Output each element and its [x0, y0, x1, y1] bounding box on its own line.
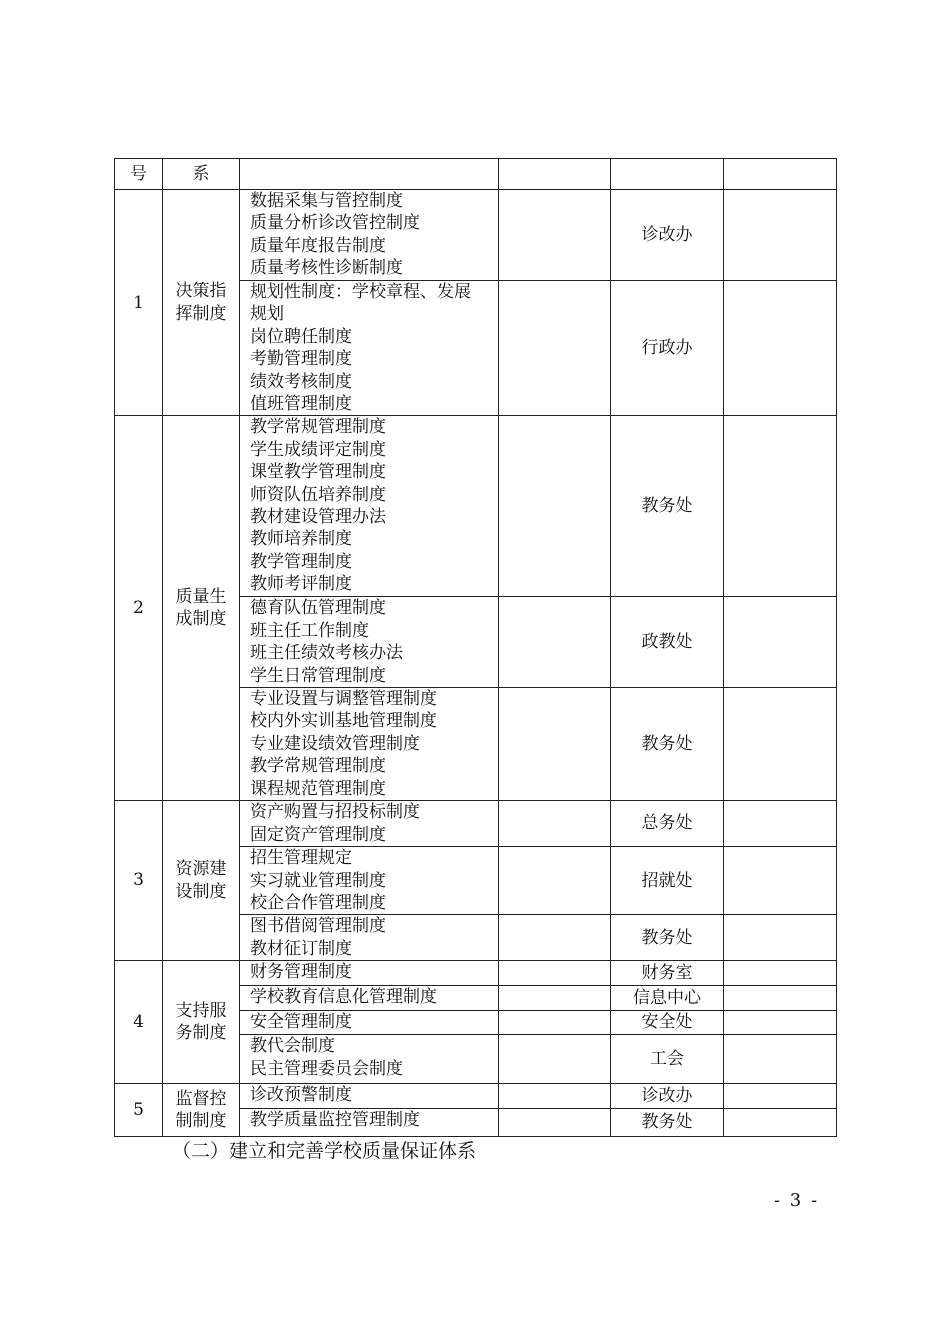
header-empty — [499, 159, 611, 190]
regulation-item: 规划性制度：学校章程、发展 — [250, 282, 471, 302]
empty-cell — [499, 416, 611, 597]
regulation-list — [240, 1035, 499, 1084]
regulation-list — [240, 915, 499, 961]
regulation-item: 教学常规管理制度 — [250, 417, 386, 438]
empty-cell — [724, 1084, 837, 1109]
responsible-dept: 教务处 — [611, 416, 724, 597]
empty-cell — [499, 915, 611, 961]
group-category — [163, 190, 240, 416]
regulation-list — [240, 1109, 499, 1137]
empty-cell — [724, 847, 837, 915]
category-line: 务制度 — [175, 1023, 227, 1044]
regulation-item: 德育队伍管理制度 — [250, 598, 386, 619]
regulation-item: 课程规范管理制度 — [250, 778, 386, 799]
category-line: 质量生 — [175, 586, 227, 607]
header-empty — [724, 159, 837, 190]
table-row — [115, 190, 837, 281]
regulation-list — [240, 847, 499, 915]
regulation-item: 班主任绩效考核办法 — [250, 643, 403, 664]
regulation-item: 资产购置与招投标制度 — [250, 802, 420, 823]
regulation-item: 教材征订制度 — [250, 938, 352, 959]
empty-cell — [499, 1084, 611, 1109]
responsible-dept: 教务处 — [611, 688, 724, 801]
empty-cell — [499, 281, 611, 416]
group-number: 5 — [115, 1084, 163, 1137]
regulation-item: 专业设置与调整管理制度 — [250, 689, 437, 710]
regulation-item: 班主任工作制度 — [250, 620, 369, 641]
empty-cell — [499, 190, 611, 281]
empty-cell — [724, 1011, 837, 1035]
category-line: 成制度 — [175, 609, 227, 630]
regulation-item: 教师培养制度 — [250, 529, 352, 550]
responsible-dept: 财务室 — [611, 961, 724, 986]
regulation-item: 安全管理制度 — [250, 1012, 352, 1033]
empty-cell — [724, 915, 837, 961]
responsible-dept: 总务处 — [611, 801, 724, 847]
regulation-item: 学生成绩评定制度 — [250, 439, 386, 460]
regulation-list — [240, 1011, 499, 1035]
institution-table — [114, 158, 837, 1137]
empty-cell — [499, 688, 611, 801]
responsible-dept: 诊改办 — [611, 1084, 724, 1109]
group-number: 3 — [115, 801, 163, 961]
empty-cell — [724, 416, 837, 597]
regulation-item: 数据采集与管控制度 — [250, 191, 403, 211]
regulation-list — [240, 688, 499, 801]
empty-cell — [724, 801, 837, 847]
regulation-list — [240, 597, 499, 688]
empty-cell — [499, 801, 611, 847]
empty-cell — [724, 281, 837, 416]
empty-cell — [499, 1035, 611, 1084]
empty-cell — [499, 986, 611, 1011]
regulation-item: 考勤管理制度 — [250, 349, 352, 370]
regulation-item: 值班管理制度 — [250, 394, 352, 415]
empty-cell — [724, 1109, 837, 1137]
category-line: 制制度 — [175, 1111, 227, 1132]
header-empty — [240, 159, 499, 190]
regulation-item: 师资队伍培养制度 — [250, 484, 386, 505]
regulation-list — [240, 190, 499, 281]
group-category — [163, 961, 240, 1084]
regulation-item: 课堂教学管理制度 — [250, 462, 386, 483]
category-line: 挥制度 — [175, 303, 227, 324]
empty-cell — [724, 961, 837, 986]
group-number: 2 — [115, 416, 163, 801]
regulation-item: 教师考评制度 — [250, 574, 352, 595]
empty-cell — [499, 961, 611, 986]
category-line: 支持服 — [175, 1000, 227, 1021]
regulation-item: 财务管理制度 — [250, 962, 352, 983]
regulation-item: 规划 — [250, 304, 284, 325]
regulation-item: 固定资产管理制度 — [250, 824, 386, 845]
table-row — [115, 961, 837, 986]
regulation-item: 质量年度报告制度 — [250, 235, 386, 256]
regulation-item: 实习就业管理制度 — [250, 870, 386, 891]
regulation-item: 招生管理规定 — [250, 848, 352, 869]
responsible-dept: 行政办 — [611, 281, 724, 416]
category-line: 资源建 — [175, 859, 227, 880]
regulation-item: 教代会制度 — [250, 1036, 335, 1057]
responsible-dept: 诊改办 — [611, 190, 724, 281]
regulation-item: 岗位聘任制度 — [250, 326, 352, 347]
empty-cell — [499, 1109, 611, 1137]
empty-cell — [499, 597, 611, 688]
empty-cell — [724, 597, 837, 688]
category-line: 决策指 — [175, 281, 227, 302]
responsible-dept: 信息中心 — [611, 986, 724, 1011]
empty-cell — [499, 1011, 611, 1035]
regulation-list — [240, 801, 499, 847]
responsible-dept: 教务处 — [611, 915, 724, 961]
regulation-item: 专业建设绩效管理制度 — [250, 733, 420, 754]
regulation-item: 校内外实训基地管理制度 — [250, 711, 437, 732]
empty-cell — [724, 1035, 837, 1084]
group-category — [163, 416, 240, 801]
regulation-item: 绩效考核制度 — [250, 371, 352, 392]
regulation-list — [240, 281, 499, 416]
regulation-item: 学生日常管理制度 — [250, 665, 386, 686]
regulation-list — [240, 416, 499, 597]
table-row — [115, 1084, 837, 1109]
empty-cell — [724, 986, 837, 1011]
empty-cell — [499, 847, 611, 915]
regulation-item: 质量分析诊改管控制度 — [250, 213, 420, 234]
regulation-item: 学校教育信息化管理制度 — [250, 987, 437, 1008]
header-system: 系 — [163, 159, 240, 190]
regulation-item: 图书借阅管理制度 — [250, 916, 386, 937]
table-row — [115, 416, 837, 597]
regulation-item: 教学常规管理制度 — [250, 756, 386, 777]
responsible-dept: 安全处 — [611, 1011, 724, 1035]
regulation-list — [240, 1084, 499, 1109]
responsible-dept: 教务处 — [611, 1109, 724, 1137]
header-empty — [611, 159, 724, 190]
regulation-item: 民主管理委员会制度 — [250, 1058, 403, 1079]
responsible-dept: 工会 — [611, 1035, 724, 1084]
header-row — [115, 159, 837, 190]
section-subtitle: （二）建立和完善学校质量保证体系 — [172, 1140, 477, 1162]
group-category — [163, 801, 240, 961]
regulation-item: 校企合作管理制度 — [250, 892, 386, 913]
responsible-dept: 招就处 — [611, 847, 724, 915]
regulation-item: 诊改预警制度 — [250, 1085, 352, 1106]
empty-cell — [724, 688, 837, 801]
regulation-list — [240, 961, 499, 986]
group-number: 1 — [115, 190, 163, 416]
category-line: 监督控 — [175, 1088, 227, 1109]
regulation-item: 教学质量监控管理制度 — [250, 1110, 420, 1131]
empty-cell — [724, 190, 837, 281]
regulation-list — [240, 986, 499, 1011]
page-number: - 3 - — [774, 1190, 820, 1211]
group-category — [163, 1084, 240, 1137]
table-row — [115, 801, 837, 847]
regulation-item: 教材建设管理办法 — [250, 507, 386, 528]
regulation-item: 质量考核性诊断制度 — [250, 258, 403, 279]
category-line: 设制度 — [175, 881, 227, 902]
responsible-dept: 政教处 — [611, 597, 724, 688]
regulation-item: 教学管理制度 — [250, 551, 352, 572]
group-number: 4 — [115, 961, 163, 1084]
header-num: 号 — [115, 159, 163, 190]
